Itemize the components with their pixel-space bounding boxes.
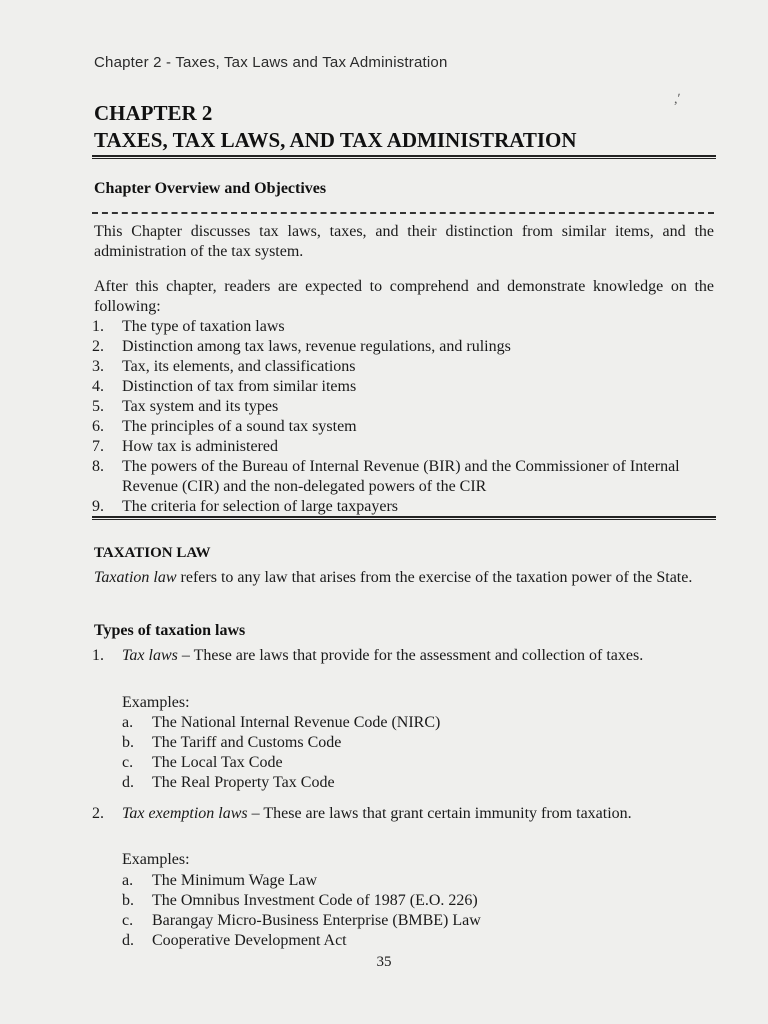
- list-letter: a.: [122, 872, 134, 889]
- page-number: 35: [376, 954, 392, 970]
- type-item-tax-exemption-laws: [92, 804, 716, 824]
- list-text: How tax is administered: [122, 438, 278, 455]
- list-number: 4.: [92, 378, 104, 395]
- list-text: The Real Property Tax Code: [152, 774, 335, 791]
- overview-lead: After this chapter, readers are expected to comprehend and demonstrate knowledge on the following:: [94, 278, 714, 315]
- taxation-law-definition-text: refers to any law that arises from the exercise of the taxation power of the State.: [176, 569, 693, 586]
- list-item: [122, 713, 716, 733]
- list-number: 3.: [92, 358, 104, 375]
- list-number: 7.: [92, 438, 104, 455]
- list-text: The Minimum Wage Law: [152, 872, 318, 889]
- type-item-text: [122, 646, 716, 666]
- objectives-list: [92, 317, 716, 517]
- overview-intro: This Chapter discusses tax laws, taxes, and their distinction from similar items, and the administration of the tax system.: [94, 223, 714, 260]
- list-text: The Tariff and Customs Code: [152, 734, 342, 751]
- list-text: The criteria for selection of large taxpayers: [122, 498, 399, 515]
- list-number: 9.: [92, 498, 104, 515]
- taxation-law-definition: [94, 568, 714, 588]
- list-item: [122, 773, 716, 793]
- running-head: Chapter 2 - Taxes, Tax Laws and Tax Administration: [94, 54, 448, 71]
- chapter-label: CHAPTER 2: [94, 101, 213, 125]
- list-text: The National Internal Revenue Code (NIRC): [152, 714, 441, 731]
- type-item-text: [122, 804, 716, 824]
- list-item: [92, 437, 716, 457]
- list-item: [92, 417, 716, 437]
- tax-exemption-examples: [122, 871, 716, 951]
- list-number: 2.: [92, 805, 104, 822]
- taxation-law-heading: TAXATION LAW: [94, 545, 211, 561]
- taxation-law-term: Taxation law: [94, 569, 177, 586]
- overview-end-rule: [92, 516, 716, 520]
- list-text: Distinction among tax laws, revenue regulations, and rulings: [122, 338, 511, 355]
- list-item: [92, 397, 716, 417]
- tax-laws-examples: [122, 713, 716, 793]
- list-item: [92, 377, 716, 397]
- overview-dashed-rule: [92, 212, 714, 214]
- type-desc: – These are laws that provide for the assessment and collection of taxes.: [177, 647, 644, 664]
- list-number: 1.: [92, 647, 104, 664]
- list-letter: b.: [122, 892, 134, 909]
- overview-heading: Chapter Overview and Objectives: [94, 180, 327, 197]
- list-text: Barangay Micro-Business Enterprise (BMBE) Law: [152, 912, 481, 929]
- type-term: Tax laws: [122, 647, 178, 664]
- list-text: Distinction of tax from similar items: [122, 378, 357, 395]
- list-number: 6.: [92, 418, 104, 435]
- list-text: The principles of a sound tax system: [122, 418, 357, 435]
- list-item: [92, 497, 716, 517]
- list-item: [122, 931, 716, 951]
- list-item: [122, 911, 716, 931]
- list-number: 8.: [92, 458, 104, 475]
- list-item: [92, 317, 716, 337]
- list-letter: b.: [122, 734, 134, 751]
- list-item: [122, 871, 716, 891]
- list-text: Cooperative Development Act: [152, 932, 347, 949]
- list-text: The type of taxation laws: [122, 318, 285, 335]
- chapter-title: TAXES, TAX LAWS, AND TAX ADMINISTRATION: [94, 128, 577, 152]
- list-number: 1.: [92, 318, 104, 335]
- list-text: Tax system and its types: [122, 398, 279, 415]
- list-text: The powers of the Bureau of Internal Revenue (BIR) and the Commissioner of Internal Revenue (CIR) and the non-delegated powers of the CIR: [122, 458, 680, 495]
- list-letter: d.: [122, 774, 134, 791]
- type-desc: – These are laws that grant certain immunity from taxation.: [247, 805, 632, 822]
- type-term: Tax exemption laws: [122, 805, 248, 822]
- list-item: [92, 337, 716, 357]
- pen-mark: ,ʹ: [674, 92, 681, 107]
- examples-label: Examples:: [122, 851, 190, 868]
- list-letter: d.: [122, 932, 134, 949]
- list-text: The Omnibus Investment Code of 1987 (E.O. 226): [152, 892, 478, 909]
- list-number: 5.: [92, 398, 104, 415]
- list-number: 2.: [92, 338, 104, 355]
- list-item: [92, 457, 716, 497]
- type-item-tax-laws: [92, 646, 716, 666]
- list-item: [92, 357, 716, 377]
- list-letter: c.: [122, 754, 134, 771]
- list-item: [122, 753, 716, 773]
- list-item: [122, 733, 716, 753]
- types-heading: Types of taxation laws: [94, 622, 246, 639]
- chapter-heading: [94, 100, 714, 154]
- list-item: [122, 891, 716, 911]
- list-text: Tax, its elements, and classifications: [122, 358, 356, 375]
- list-letter: c.: [122, 912, 134, 929]
- examples-label: Examples:: [122, 694, 190, 711]
- list-letter: a.: [122, 714, 134, 731]
- list-text: The Local Tax Code: [152, 754, 283, 771]
- title-rule: [92, 155, 716, 159]
